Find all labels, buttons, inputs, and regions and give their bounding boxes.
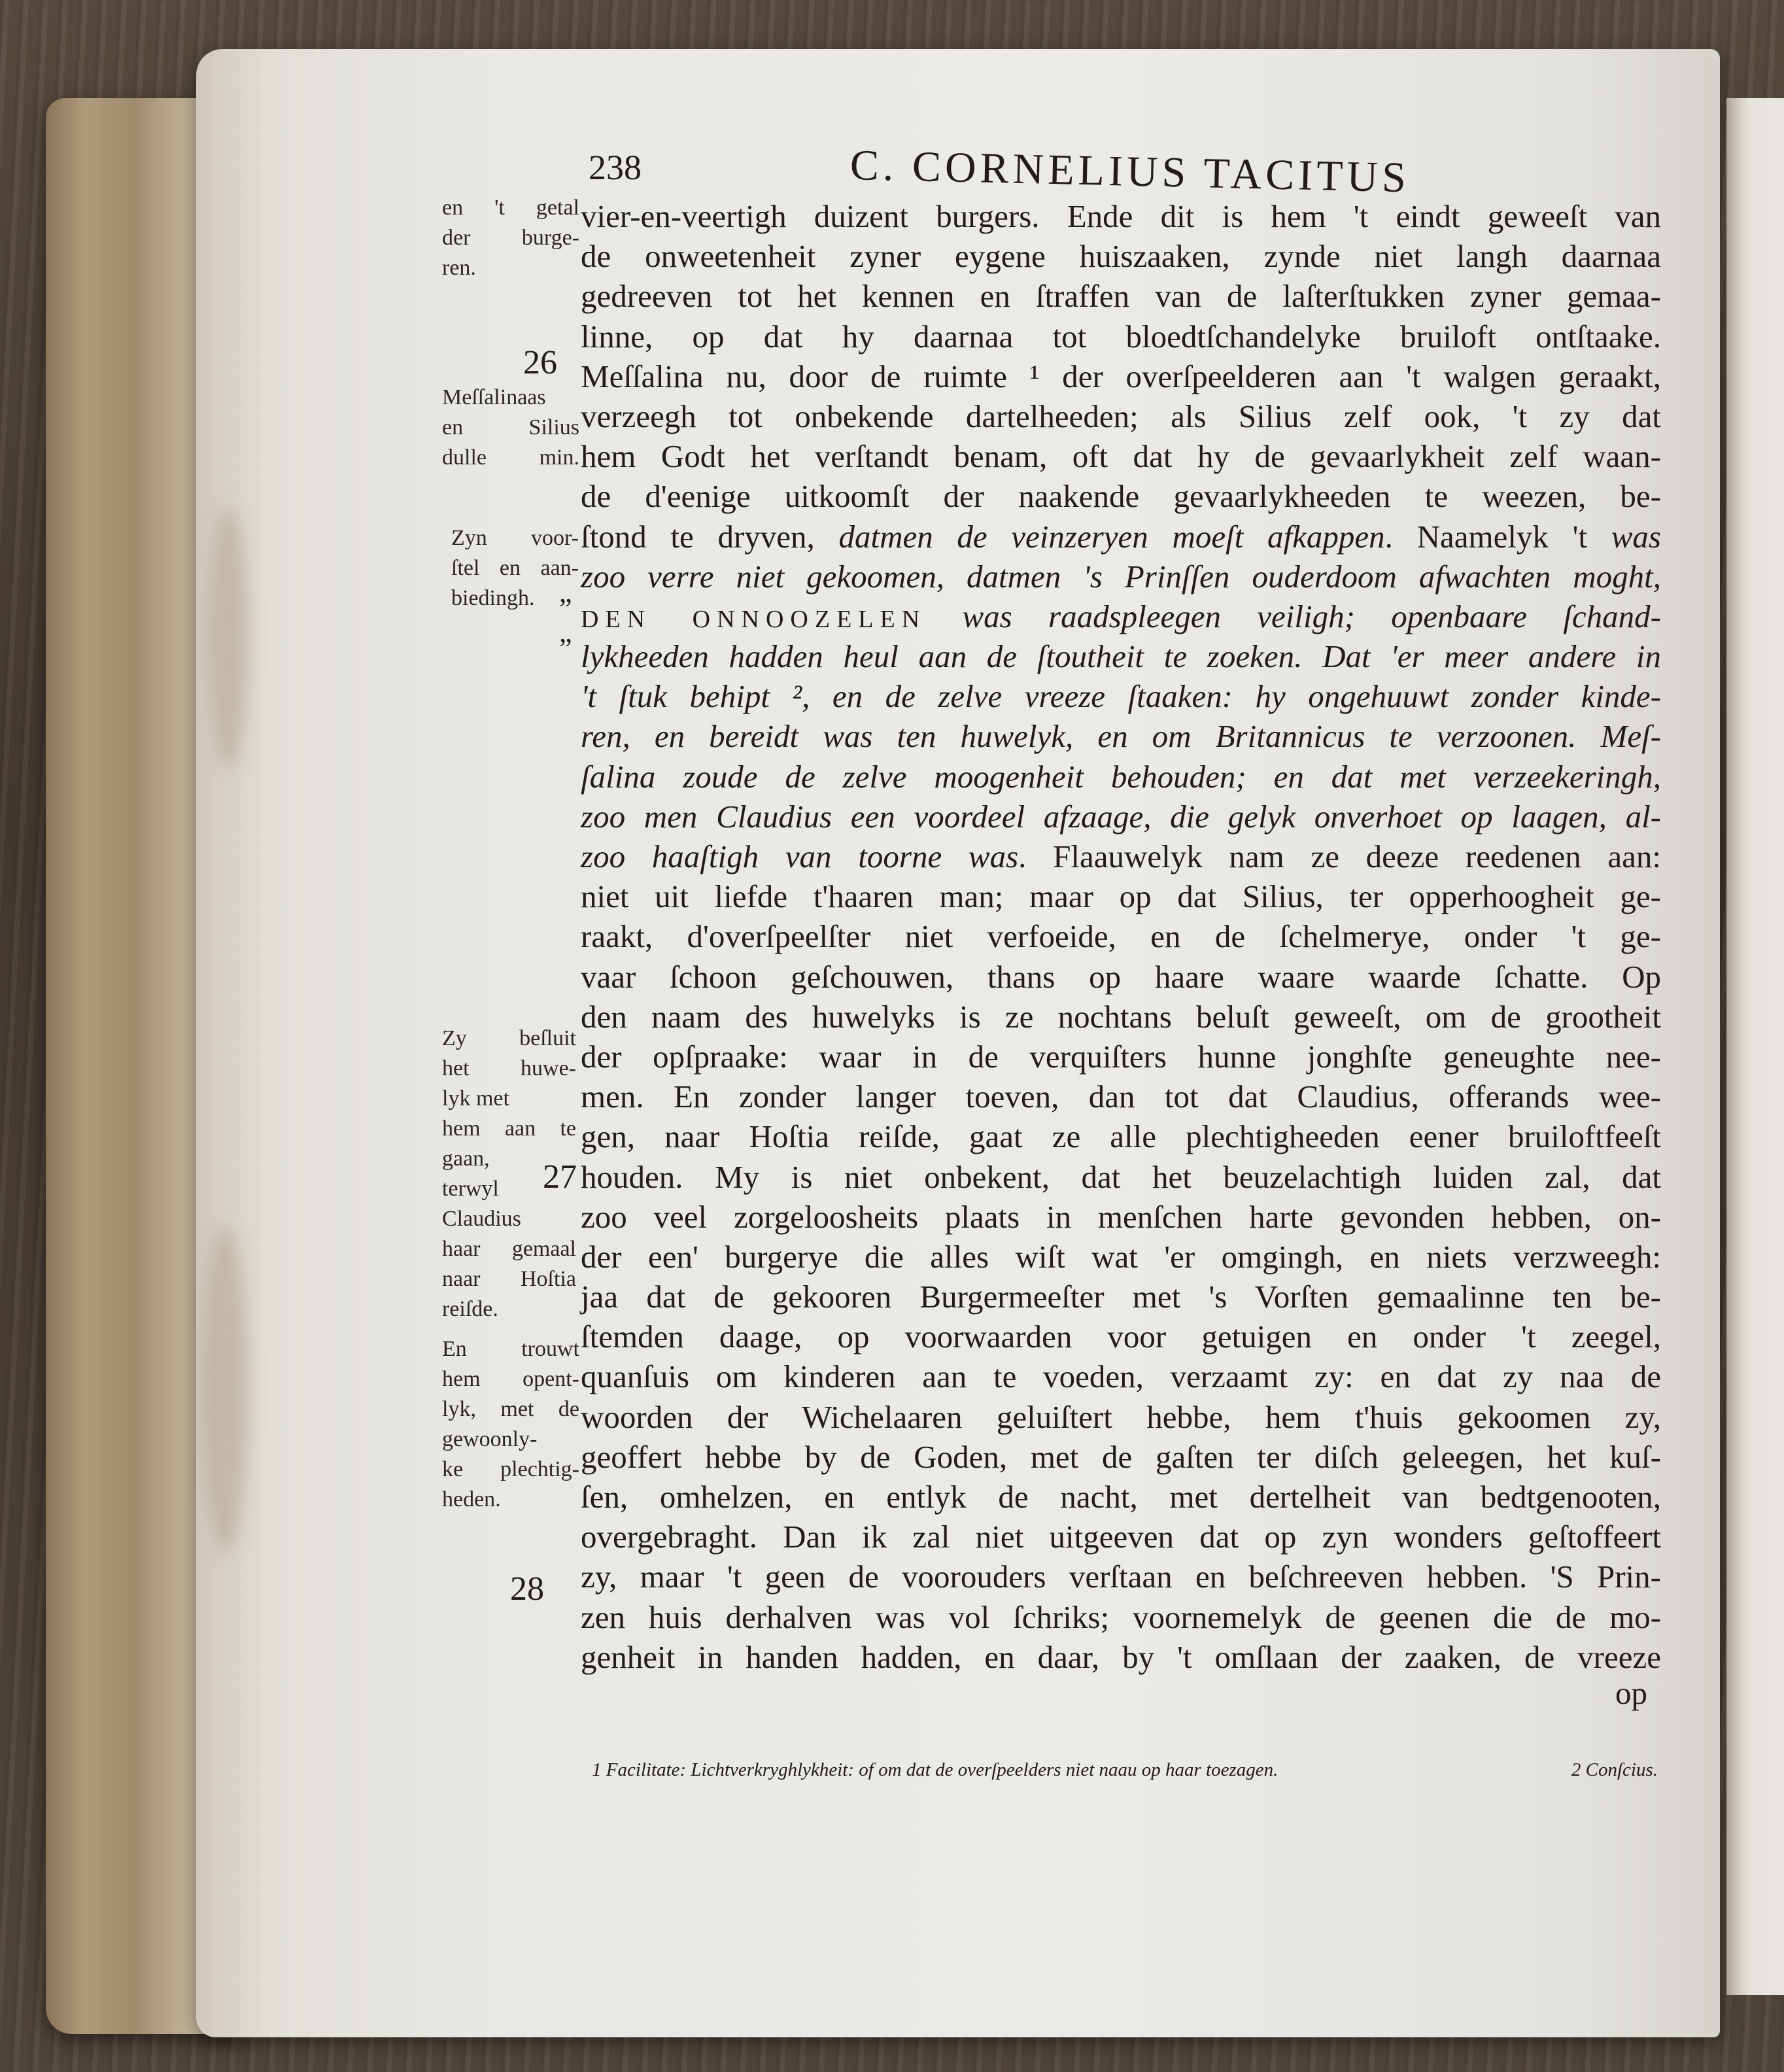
catchword: op bbox=[1615, 1675, 1647, 1711]
text-line bbox=[581, 1197, 1661, 1237]
text-line bbox=[581, 1157, 1661, 1197]
roman-text: genheit in handen hadden, en daar, by 't omſlaan der zaaken, de vreeze bbox=[581, 1638, 1661, 1675]
roman-text: zen huis derhalven was vol ſchriks; voornemelyk de geenen die de mo- bbox=[581, 1598, 1661, 1635]
text-line bbox=[581, 517, 1661, 557]
text-line bbox=[581, 957, 1661, 997]
text-line bbox=[581, 1397, 1661, 1437]
margin-note-line: dulle min. bbox=[442, 445, 579, 470]
text-line bbox=[581, 636, 1661, 676]
italic-text: lykheeden hadden heul aan de ſtoutheit te zoeken. Dat 'er meer andere in bbox=[581, 638, 1661, 675]
text-line bbox=[581, 1477, 1661, 1517]
italic-text: zoo verre niet gekoomen, datmen 's Prinſſen ouderdoom afwachten moght, bbox=[581, 558, 1661, 595]
roman-text: vaar ſchoon geſchouwen, thans op haare waare waarde ſchatte. Op bbox=[581, 958, 1661, 995]
text-line bbox=[581, 1037, 1661, 1077]
roman-text: zoo veel zorgeloosheits plaats in menſchen harte gevonden hebben, on- bbox=[581, 1198, 1661, 1235]
footnotes bbox=[592, 1759, 1658, 1781]
margin-note-line: En trouwt bbox=[442, 1337, 579, 1361]
text-line bbox=[581, 196, 1661, 236]
running-head bbox=[589, 141, 1661, 202]
roman-text: geoffert hebbe by de Goden, met de gaſten ter diſch geleegen, het kuſ- bbox=[581, 1438, 1661, 1475]
text-line bbox=[581, 676, 1661, 716]
margin-note-line: terwyl bbox=[442, 1177, 499, 1201]
text-line bbox=[581, 1077, 1661, 1116]
margin-note-line: ſtel en aan- bbox=[451, 556, 579, 580]
margin-note bbox=[442, 1024, 576, 1324]
roman-text: de onweetenheit zyner eygene huiszaaken, zynde niet langh daarnaa bbox=[581, 238, 1661, 275]
text-line bbox=[581, 317, 1661, 356]
margin-note-line: biedingh. bbox=[451, 586, 535, 610]
roman-text: men. En zonder langer toeven, dan tot dat Claudius, offerands wee- bbox=[581, 1079, 1661, 1115]
margin-note-line: het huwe- bbox=[442, 1056, 576, 1080]
margin-note-line: hem aan te bbox=[442, 1116, 576, 1141]
text-line bbox=[581, 557, 1661, 596]
text-line bbox=[581, 716, 1661, 756]
margin-note-line: gaan, bbox=[442, 1147, 490, 1171]
roman-text: linne, op dat hy daarnaa tot bloedtſchandelyke bruiloft ontſtaake. bbox=[581, 318, 1661, 354]
margin-note-line: haar gemaal bbox=[442, 1237, 576, 1261]
italic-text: was raadspleegen veiligh; openbaare ſchand- bbox=[926, 598, 1661, 634]
small-caps-text: DEN ONNOOZELEN bbox=[581, 605, 927, 633]
roman-text: woorden der Wichelaaren geluiſtert hebbe, hem t'huis gekoomen zy, bbox=[581, 1398, 1661, 1435]
roman-text: zy, maar 't geen de voorouders verſtaan en beſchreeven hebben. 'S Prin- bbox=[581, 1559, 1661, 1595]
italic-text: ſalina zoude de zelve moogenheit behouden; en dat met verzeekeringh, bbox=[581, 758, 1661, 795]
page-number: 238 bbox=[589, 148, 642, 187]
roman-text: verzeegh tot onbekende dartelheeden; als Silius zelf ook, 't zy dat bbox=[581, 398, 1661, 434]
section-number: 27 bbox=[543, 1158, 577, 1196]
text-line bbox=[581, 876, 1661, 916]
text-line bbox=[581, 596, 1661, 636]
margin-note-line: naar Hoſtia bbox=[442, 1267, 576, 1291]
margin-note-line: Zy beſluit bbox=[442, 1026, 576, 1050]
roman-text: ſtond te dryven, bbox=[581, 518, 839, 555]
text-line bbox=[581, 1356, 1661, 1396]
text-line bbox=[581, 837, 1661, 876]
roman-text: Meſſalina nu, door de ruimte ¹ der overſpeelderen aan 't walgen geraakt, bbox=[581, 358, 1661, 394]
body-text bbox=[581, 196, 1661, 1677]
text-line bbox=[581, 757, 1661, 797]
roman-text: vier-en-veertigh duizent burgers. Ende dit is hem 't eindt geweeſt van bbox=[581, 198, 1661, 234]
text-line bbox=[581, 1437, 1661, 1477]
roman-text: hem Godt het verſtandt benam, oft dat hy de gevaarlykheit zelf waan- bbox=[581, 438, 1661, 475]
roman-text: den naam des huwelyks is ze nochtans beluſt geweeſt, om de grootheit bbox=[581, 998, 1661, 1035]
text-line bbox=[581, 436, 1661, 476]
roman-text: jaa dat de gekooren Burgermeeſter met 's Vorſten gemaalinne ten be- bbox=[581, 1279, 1661, 1315]
running-title: C. CORNELIUS TACITUS bbox=[849, 141, 1411, 202]
roman-text: raakt, d'overſpeelſter niet verfoeide, en de ſchelmerye, onder 't ge- bbox=[581, 918, 1661, 955]
margin-note-line: hem opent- bbox=[442, 1367, 579, 1391]
italic-text: was bbox=[1611, 518, 1661, 555]
text-line bbox=[581, 1237, 1661, 1277]
text-line bbox=[581, 1557, 1661, 1597]
roman-text: ſen, omhelzen, en entlyk de nacht, met dertelheit van bedtgenooten, bbox=[581, 1479, 1661, 1515]
roman-text: der een' burgerye die alles wiſt wat 'er omgingh, en niets verzweegh: bbox=[581, 1238, 1661, 1275]
text-line bbox=[581, 1277, 1661, 1317]
text-line bbox=[581, 476, 1661, 516]
margin-note bbox=[451, 523, 579, 613]
text-line bbox=[581, 1116, 1661, 1156]
roman-text: niet uit liefde t'haaren man; maar op dat Silius, ter opperhoogheit ge- bbox=[581, 878, 1661, 915]
margin-note-line: reiſde. bbox=[442, 1297, 498, 1321]
footnote: 1 Facilitate: Lichtverkryghlykheit: of om dat de overſpeelders niet naau op haar toezagen. bbox=[592, 1759, 1278, 1780]
margin-note-line: ke plechtig- bbox=[442, 1457, 579, 1481]
text-line bbox=[581, 1517, 1661, 1557]
italic-text: zoo men Claudius een voordeel afzaage, die gelyk onverhoet op laagen, al- bbox=[581, 798, 1661, 835]
margin-note-line: der burge- bbox=[442, 226, 579, 250]
section-number: 26 bbox=[523, 344, 557, 381]
margin-note-line: gewoonly- bbox=[442, 1427, 538, 1451]
roman-text: quanſuis om kinderen aan te voeden, verzaamt zy: en dat zy naa de bbox=[581, 1358, 1661, 1395]
roman-text: de d'eenige uitkoomſt der naakende gevaarlykheeden te weezen, be- bbox=[581, 478, 1661, 515]
italic-text: zoo haaſtigh van toorne was bbox=[581, 838, 1019, 874]
facing-page-edge bbox=[1726, 98, 1784, 1995]
margin-note-line: ren. bbox=[442, 256, 476, 280]
roman-text: der opſpraake: waar in de verquiſters hunne jonghſte geneughte nee- bbox=[581, 1038, 1661, 1075]
text-line bbox=[581, 356, 1661, 396]
roman-text: . Flaauwelyk nam ze deeze reedenen aan: bbox=[1018, 838, 1662, 874]
roman-text: gedreeven tot het kennen en ſtraffen van de laſterſtukken zyner gemaa- bbox=[581, 278, 1661, 315]
roman-text: gen, naar Hoſtia reiſde, gaat ze alle plechtigheeden eener bruiloftfeeſt bbox=[581, 1118, 1661, 1155]
text-line bbox=[581, 1317, 1661, 1356]
text-line bbox=[581, 276, 1661, 316]
footnote: 2 Conſcius. bbox=[1571, 1759, 1658, 1780]
margin-note-line: Claudius bbox=[442, 1207, 521, 1231]
margin-note-line: en 't getal bbox=[442, 196, 579, 220]
text-line bbox=[581, 1597, 1661, 1637]
margin-note-line: heden. bbox=[442, 1487, 501, 1511]
italic-text: 't ſtuk behipt ², en de zelve vreeze ſtaaken: hy ongehuuwt zonder kinde- bbox=[581, 678, 1661, 715]
margin-note-line: lyk met bbox=[442, 1086, 509, 1111]
margin-note-line: en Silius bbox=[442, 415, 579, 440]
margin-note bbox=[442, 193, 579, 283]
margin-note-line: Zyn voor- bbox=[451, 526, 579, 550]
quote-mark: ” bbox=[559, 593, 572, 625]
margin-note-line: lyk, met de bbox=[442, 1397, 579, 1421]
margin-note bbox=[442, 383, 579, 473]
roman-text: . Naamelyk 't bbox=[1384, 518, 1611, 555]
text-line bbox=[581, 236, 1661, 276]
text-line bbox=[581, 1637, 1661, 1677]
text-line bbox=[581, 916, 1661, 956]
margin-note-line: Meſſalinaas bbox=[442, 385, 546, 409]
text-line bbox=[581, 396, 1661, 436]
roman-text: ſtemden daage, op voorwaarden voor getuigen en onder 't zeegel, bbox=[581, 1319, 1661, 1355]
italic-text: datmen de veinzeryen moeſt afkappen bbox=[838, 518, 1385, 555]
text-line bbox=[581, 797, 1661, 837]
italic-text: ren, en bereidt was ten huwelyk, en om Britannicus te verzoonen. Meſ- bbox=[581, 718, 1661, 755]
quote-mark: ” bbox=[559, 632, 572, 665]
text-line bbox=[581, 997, 1661, 1037]
roman-text: houden. My is niet onbekent, dat het beuzelachtigh luiden zal, dat bbox=[581, 1158, 1661, 1195]
roman-text: overgebraght. Dan ik zal niet uitgeeven dat op zyn wonders geſtoffeert bbox=[581, 1519, 1661, 1555]
section-number: 28 bbox=[510, 1570, 544, 1608]
margin-note bbox=[442, 1334, 579, 1515]
